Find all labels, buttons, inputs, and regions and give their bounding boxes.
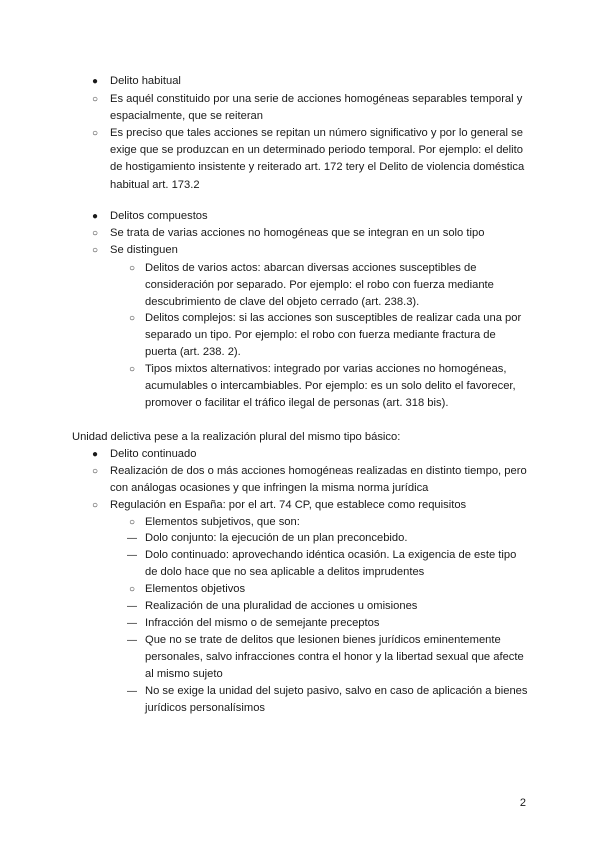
list-item <box>125 547 528 581</box>
bullet-hollow: ○ <box>91 94 99 105</box>
bullet-hollow: ○ <box>128 517 136 528</box>
page-number: 2 <box>519 797 526 809</box>
paragraph: Elementos objetivos <box>145 583 246 595</box>
list-item <box>125 581 528 598</box>
bullet-hollow: ○ <box>128 263 136 274</box>
bullet-filled: ● <box>91 211 99 222</box>
bullet-dash: — <box>127 686 137 697</box>
paragraph: Es aquél constituido por una serie de acciones homogéneas separables temporal y espacialmente, que se reiteran <box>110 93 523 123</box>
list-item <box>88 125 528 194</box>
heading-delitos-compuestos: Delitos compuestos <box>110 210 208 222</box>
list-item <box>125 683 528 717</box>
bullet-hollow: ○ <box>91 500 99 511</box>
bullet-hollow: ○ <box>128 584 136 595</box>
bullet-filled: ● <box>91 76 99 87</box>
bullet-dash: — <box>127 601 137 612</box>
paragraph: Regulación en España: por el art. 74 CP, que establece como requisitos <box>110 499 467 511</box>
paragraph: Es preciso que tales acciones se repitan un número significativo y por lo general se exige que se produzcan en un determinado periodo temporal. Por ejemplo: el delito de hostigamiento insistente y reiterado art. 172 tery el Delito de violencia doméstica habitual art. 173.2 <box>110 127 525 191</box>
list-item <box>125 632 528 684</box>
list-item <box>125 615 528 632</box>
paragraph: Elementos subjetivos, que son: <box>145 516 300 528</box>
list-item <box>125 361 528 413</box>
bullet-hollow: ○ <box>91 466 99 477</box>
bullet-dash: — <box>127 618 137 629</box>
list-item <box>88 242 528 259</box>
bullet-filled: ● <box>91 449 99 460</box>
intro-text: Unidad delictiva pese a la realización plural del mismo tipo básico: <box>72 431 401 443</box>
bullet-dash: — <box>127 550 137 561</box>
list-item <box>125 514 528 531</box>
paragraph: Dolo conjunto: la ejecución de un plan preconcebido. <box>145 532 408 544</box>
paragraph: Infracción del mismo o de semejante preceptos <box>145 617 380 629</box>
list-item <box>88 463 528 497</box>
heading-delito-habitual: Delito habitual <box>110 75 181 87</box>
bullet-hollow: ○ <box>91 228 99 239</box>
list-item <box>88 446 528 463</box>
paragraph: Realización de dos o más acciones homogéneas realizadas en distinto tiempo, pero con análogas ocasiones y que infringen la misma norma jurídica <box>110 465 527 495</box>
list-item <box>88 208 528 225</box>
bullet-hollow: ○ <box>128 364 136 375</box>
bullet-hollow: ○ <box>128 313 136 324</box>
list-item <box>125 260 528 312</box>
paragraph: Se distinguen <box>110 244 178 256</box>
paragraph: Delitos de varios actos: abarcan diversas acciones susceptibles de consideración por separado. Por ejemplo: el robo con fuerza mediante descubrimiento de clave del objeto cerrado (art. 238.3). <box>145 262 494 309</box>
list-item <box>88 225 528 242</box>
bullet-dash: — <box>127 635 137 646</box>
list-item <box>125 530 528 547</box>
paragraph: Tipos mixtos alternativos: integrado por varias acciones no homogéneas, acumulables o intercambiables. Por ejemplo: es un solo delito el favorecer, promover o facilitar el tráfico ilegal de personas (art. 318 bis). <box>145 363 516 410</box>
heading-delito-continuado: Delito continuado <box>110 448 197 460</box>
list-item <box>125 598 528 615</box>
bullet-hollow: ○ <box>91 245 99 256</box>
list-item <box>88 497 528 514</box>
paragraph: Dolo continuado: aprovechando idéntica ocasión. La exigencia de este tipo de dolo hace que no sea aplicable a delitos imprudentes <box>145 549 517 579</box>
paragraph: Que no se trate de delitos que lesionen bienes jurídicos eminentemente personales, salvo infracciones contra el honor y la libertad sexual que afecte al mismo sujeto <box>145 634 524 681</box>
paragraph: Se trata de varias acciones no homogéneas que se integran en un solo tipo <box>110 227 485 239</box>
list-item <box>88 73 528 90</box>
paragraph: Delitos complejos: si las acciones son susceptibles de realizar cada una por separado un tipo. Por ejemplo: el robo con fuerza mediante fractura de puerta (art. 238. 2). <box>145 312 522 359</box>
bullet-dash: — <box>127 533 137 544</box>
list-item <box>88 91 528 125</box>
paragraph: No se exige la unidad del sujeto pasivo, salvo en caso de aplicación a bienes jurídicos personalísimos <box>145 685 528 715</box>
list-item <box>125 310 528 362</box>
paragraph: Realización de una pluralidad de acciones u omisiones <box>145 600 418 612</box>
bullet-hollow: ○ <box>91 128 99 139</box>
